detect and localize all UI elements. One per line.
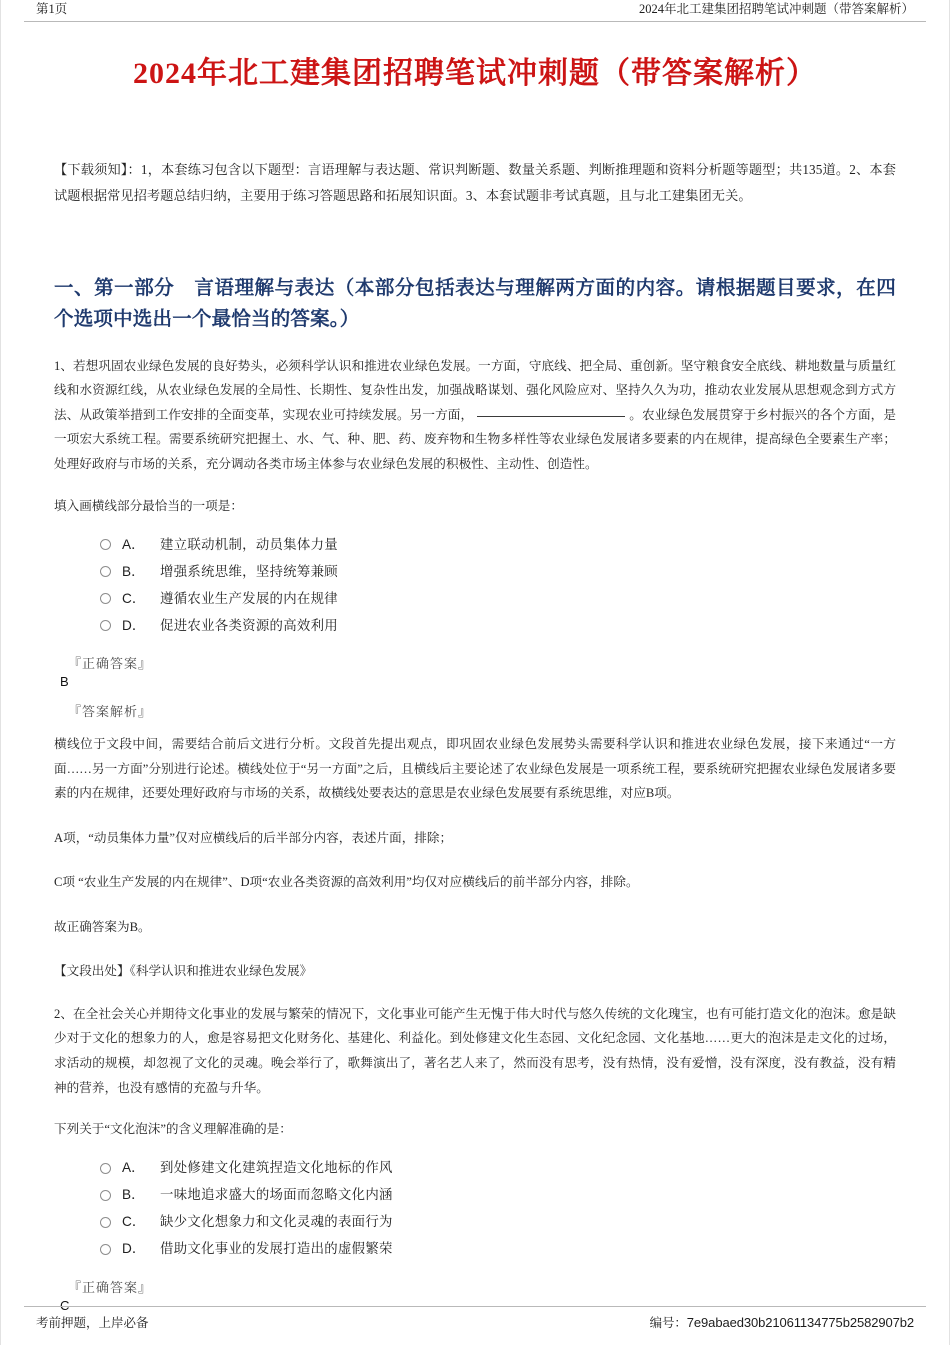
option-letter: C．: [122, 1214, 146, 1230]
question-1-stem-part1: 1、若想巩固农业绿色发展的良好势头，必须科学认识和推进农业绿色发展。一方面，守底线、把全局、重创新。坚守粮食安全底线、耕地数量与质量红线和水资源红线，从农业绿色发展的全局性、长期性、复杂性出发，加强战略谋划、强化风险应对、坚持久久为功，推动农业发展从思想观念到方式方法、从政策举措到工作安排的全面变革，实现农业可持续发展。另一方面，: [54, 358, 896, 422]
page-edge-left: [0, 0, 1, 1345]
option-letter: B．: [122, 1187, 145, 1203]
option-text: 增强系统思维，坚持统筹兼顾: [160, 563, 338, 579]
option-letter: A．: [122, 1160, 145, 1176]
option-row[interactable]: [100, 558, 896, 585]
option-row[interactable]: [100, 1236, 896, 1263]
option-letter: D．: [122, 617, 146, 633]
option-row[interactable]: [100, 1182, 896, 1209]
page-title: 2024年北工建集团招聘笔试冲刺题（带答案解析）: [133, 57, 817, 90]
analysis-source: 【文段出处】《科学认识和推进农业绿色发展》: [54, 964, 313, 979]
correct-answer-value: B: [60, 674, 69, 690]
question-2-stem: 2、在全社会关心并期待文化事业的发展与繁荣的情况下，文化事业可能产生无愧于伟大时代与悠久传统的文化瑰宝，也有可能打造文化的泡沫。愈是缺少对于文化的想象力的人，愈是容易把文化财务化、基建化、利益化。到处修建文化生态园、文化纪念园、文化基地……更大的泡沫是走文化的过场，求活动的规模，却忽视了文化的灵魂。晚会举行了，歌舞演出了，著名艺人来了，然而没有思考，没有热情，没有爱憎，没有深度，没有教益，没有精神的营养，也没有感情的充盈与升华。: [54, 1006, 896, 1095]
option-row[interactable]: [100, 1155, 896, 1182]
analysis-paragraph: A项，“动员集体力量”仅对应横线后的后半部分内容，表述片面，排除；: [54, 830, 453, 845]
option-text: 借助文化事业的发展打造出的虚假繁荣: [160, 1241, 393, 1257]
fill-in-blank-line: [477, 416, 625, 417]
serial-label: 编号：: [649, 1316, 687, 1330]
running-header: [24, 0, 926, 22]
question-2-options: [100, 1155, 896, 1263]
answer-analysis-label: 『答案解析』: [68, 704, 153, 720]
question-1-stem: [54, 354, 896, 477]
radio-icon[interactable]: [100, 1163, 111, 1174]
analysis-paragraph: 故正确答案为B。: [54, 919, 151, 934]
option-letter: B．: [122, 563, 145, 579]
option-text: 到处修建文化建筑捏造文化地标的作风: [160, 1160, 393, 1176]
question-block-1: [54, 354, 896, 984]
option-letter: C．: [122, 590, 146, 606]
running-footer: [24, 1306, 926, 1331]
running-header-title: 2024年北工建集团招聘笔试冲刺题（带答案解析）: [638, 2, 914, 16]
question-block-2: [54, 1002, 896, 1313]
question-1-prompt: 填入画横线部分最恰当的一项是：: [54, 498, 243, 513]
question-1-stem-part2: 。农业绿色发展贯穿于乡村振兴的各个方面，是一项宏大系统工程。需要系统研究把握土、水、气、种、肥、药、废弃物和生物多样性等农业绿色发展诸多要素的内在规律，提高绿色全要素生产率；处理好政府与市场的关系，充分调动各类市场主体参与农业绿色发展的积极性、主动性、创造性。: [54, 407, 896, 471]
option-letter: A．: [122, 536, 145, 552]
option-text: 建立联动机制，动员集体力量: [160, 536, 338, 552]
radio-icon[interactable]: [100, 1244, 111, 1255]
question-2-prompt: 下列关于“文化泡沫”的含义理解准确的是：: [54, 1122, 292, 1137]
radio-icon[interactable]: [100, 1190, 111, 1201]
correct-answer-value: C: [60, 1297, 70, 1313]
document-serial: [650, 1313, 914, 1331]
question-1-options: [100, 531, 896, 639]
option-row[interactable]: [100, 531, 896, 558]
analysis-paragraph: C项 “农业生产发展的内在规律”、D项“农业各类资源的高效利用”均仅对应横线后的前半部分内容，排除。: [54, 875, 639, 890]
analysis-paragraph: 横线位于文段中间，需要结合前后文进行分析。文段首先提出观点，即巩固农业绿色发展势头需要科学认识和推进农业绿色发展，接下来通过“一方面……另一方面”分别进行论述。横线处位于“另一方面”之后，且横线后主要论述了农业绿色发展是一项系统工程，要系统研究把握农业绿色发展诸多要素的内在规律，还要处理好政府与市场的关系，故横线处要表达的意思是农业绿色发展要有系统思维，对应B项。: [54, 737, 896, 801]
correct-answer-label: 『正确答案』: [68, 656, 153, 672]
footer-slogan: 考前押题，上岸必备: [36, 1316, 149, 1330]
download-notice: 【下载须知】：1，本套练习包含以下题型：言语理解与表达题、常识判断题、数量关系题、判断推理题和资料分析题等题型；共135道。2、本套试题根据常见招考题总结归纳，主要用于练习答题思路和拓展知识面。3、本套试题非考试真题，且与北工建集团无关。: [54, 162, 896, 203]
option-row[interactable]: [100, 1209, 896, 1236]
option-row[interactable]: [100, 585, 896, 612]
option-text: 缺少文化想象力和文化灵魂的表面行为: [160, 1214, 393, 1230]
option-row[interactable]: [100, 612, 896, 639]
radio-icon[interactable]: [100, 1217, 111, 1228]
option-text: 遵循农业生产发展的内在规律: [160, 590, 338, 606]
radio-icon[interactable]: [100, 620, 111, 631]
serial-value: 7e9abaed30b21061134775b2582907b2: [686, 1315, 914, 1330]
page-number: 第1页: [36, 2, 68, 16]
option-letter: D．: [122, 1241, 146, 1257]
radio-icon[interactable]: [100, 566, 111, 577]
option-text: 一味地追求盛大的场面而忽略文化内涵: [160, 1187, 393, 1203]
option-text: 促进农业各类资源的高效利用: [160, 617, 338, 633]
section-heading: 一、第一部分 言语理解与表达（本部分包括表达与理解两方面的内容。请根据题目要求，在四个选项中选出一个最恰当的答案。）: [54, 277, 896, 331]
document-body: [54, 92, 896, 1313]
radio-icon[interactable]: [100, 593, 111, 604]
correct-answer-label: 『正确答案』: [68, 1279, 153, 1295]
radio-icon[interactable]: [100, 539, 111, 550]
